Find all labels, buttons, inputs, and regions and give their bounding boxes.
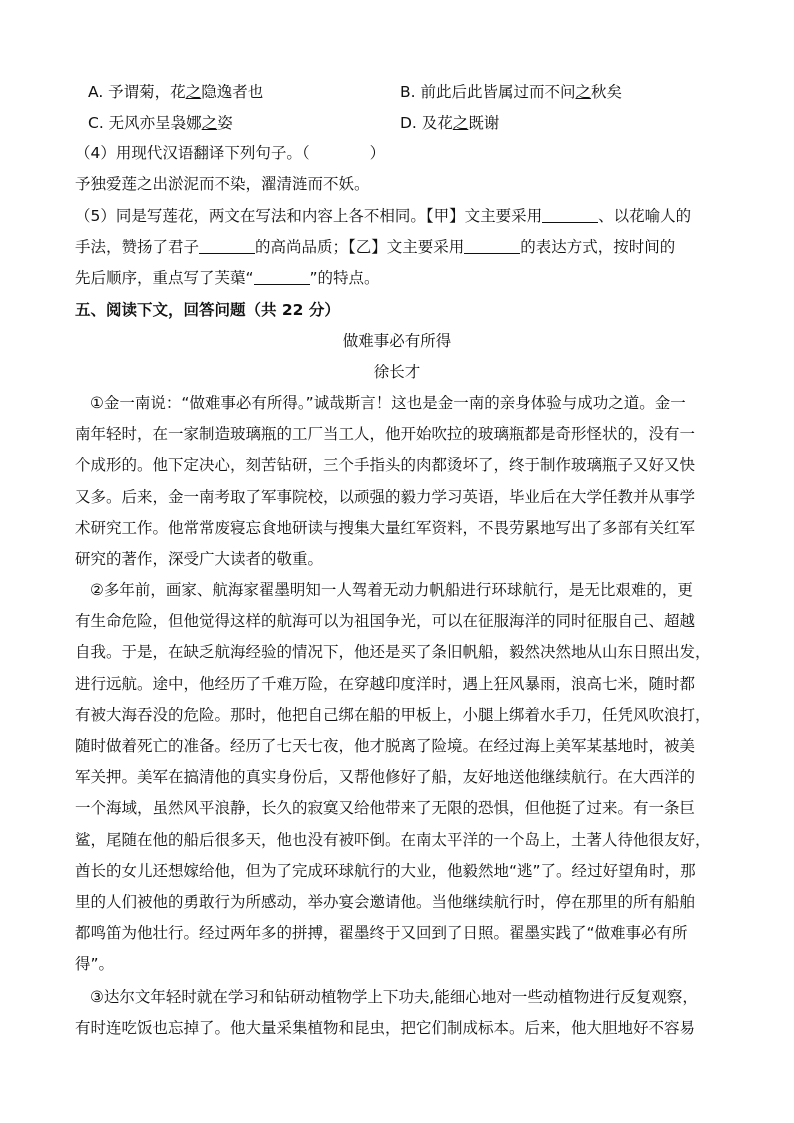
passage-line: ②多年前，画家、航海家翟墨明知一人驾着无动力帆船进行环球航行，是无比艰难的，更	[90, 581, 693, 599]
question-4-label: （4）用现代汉语翻译下列句子。（	[75, 144, 310, 162]
passage-title: 做难事必有所得	[342, 332, 452, 350]
passage-line: 得”。	[75, 955, 115, 974]
passage-line: 术研究工作。他常常废寝忘食地研读与搜集大量红军资料，不畏劳累地写出了多部有关红军	[75, 518, 696, 537]
option-b-text-end: 秋矣	[591, 83, 623, 101]
option-c-text-end: 姿	[217, 114, 233, 132]
option-d-text: D. 及花	[400, 114, 453, 132]
answer-blank[interactable]	[542, 206, 598, 223]
passage-line: 里的人们被他的勇敢行为所感动，举办宴会邀请他。当他继续航行时，停在那里的所有船舶	[75, 893, 696, 911]
passage-line: 酋长的女儿还想嫁给他，但为了完成环球航行的大业，他毅然地“逃”了。经过好望角时，那	[75, 861, 696, 880]
question-5-line-3	[75, 268, 380, 288]
question-5-text: 先后顺序，重点写了芙蕖“	[75, 269, 254, 287]
answer-blank[interactable]	[464, 237, 520, 254]
option-a	[88, 82, 263, 102]
option-c-underlined: 之	[201, 114, 218, 132]
question-4	[75, 143, 385, 163]
question-5-line-2	[75, 237, 675, 257]
passage-line: 个成形的。他下定决心，刻苦钻研，三个手指头的肉都烫坏了，终于制作玻璃瓶子又好又快	[75, 456, 696, 475]
question-5-text: 的高尚品质；【乙】文主要采用	[255, 238, 465, 256]
passage-line: ③达尔文年轻时就在学习和钻研动植物学上下功夫,能细心地对一些动植物进行反复观察，	[90, 988, 698, 1006]
passage-line: 研究的著作，深受广大读者的敬重。	[75, 550, 324, 568]
question-5-text: （5）同是写莲花，两文在写法和内容上各不相同。【甲】文主要采用	[75, 207, 543, 225]
section-heading: 五、阅读下文，回答问题（共 22 分）	[75, 301, 340, 319]
passage-author: 徐长才	[373, 363, 421, 381]
passage-line: 南年轻时，在一家制造玻璃瓶的工厂当工人，他开始吹拉的玻璃瓶都是奇形怪状的，没有一	[75, 425, 696, 444]
question-5-text: 、以花喻人的	[598, 207, 692, 225]
question-4-paren-close: ）	[369, 144, 386, 162]
answer-blank[interactable]	[254, 268, 310, 285]
passage-line: 又多。后来，金一南考取了军事院校，以顽强的毅力学习英语，毕业后在大学任教并从事学	[75, 487, 696, 506]
passage-line: 有被大海吞没的危险。那时，他把自己绑在船的甲板上，小腿上绑着水手刀，任凭风吹浪打，	[75, 705, 711, 724]
passage-line: 军关押。美军在搞清他的真实身份后，又帮他修好了船，友好地送他继续航行。在大西洋的	[75, 768, 696, 787]
passage-line: ①金一南说：“做难事必有所得。”诚哉斯言！这也是金一南的亲身体验与成功之道。金一	[90, 394, 686, 412]
passage-line: 鲨，尾随在他的船后很多天，他也没有被吓倒。在南太平洋的一个岛上，土著人待他很友好，	[75, 830, 711, 849]
option-b-text: B. 前此后此皆属过而不问	[400, 83, 576, 101]
passage-line: 进行远航。途中，他经历了千难万险，在穿越印度洋时，遇上狂风暴雨，浪高七米，随时都	[75, 674, 696, 693]
question-5-line-1	[75, 206, 691, 226]
answer-blank[interactable]	[199, 237, 255, 254]
passage-line: 自我。于是，在缺乏航海经验的情况下，他还是买了条旧帆船，毅然决然地从山东日照出发，	[75, 643, 711, 662]
passage-line: 有时连吃饭也忘掉了。他大量采集植物和昆虫，把它们制成标本。后来，他大胆地好不容易	[75, 1019, 696, 1038]
option-d	[400, 113, 499, 133]
question-5-text: 手法，赞扬了君子	[75, 238, 200, 256]
option-a-text-end: 隐逸者也	[201, 83, 264, 101]
question-4-sentence: 予独爱莲之出淤泥而不染，濯清涟而不妖。	[75, 175, 370, 193]
option-c	[88, 113, 233, 133]
option-c-text: C. 无风亦呈袅娜	[88, 114, 202, 132]
question-5-text: ”的特点。	[309, 269, 380, 287]
option-a-text: A. 予谓菊，花	[88, 83, 186, 101]
option-d-text-end: 既谢	[468, 114, 500, 132]
passage-line: 都鸣笛为他壮行。经过两年多的拼搏，翟墨终于又回到了日照。翟墨实践了“做难事必有所	[75, 924, 688, 943]
option-b-underlined: 之	[575, 83, 592, 101]
option-d-underlined: 之	[452, 114, 469, 132]
passage-line: 一个海域，虽然风平浪静，长久的寂寞又给他带来了无限的恐惧，但他挺了过来。有一条巨	[75, 799, 696, 818]
question-5-text: 的表达方式，按时间的	[520, 238, 676, 256]
passage-line: 有生命危险，但他觉得这样的航海可以为祖国争光，可以在征服海洋的同时征服自己、超越	[75, 612, 696, 631]
option-b	[400, 82, 622, 102]
passage-line: 随时做着死亡的准备。经历了七天七夜，他才脱离了险境。在经过海上美军某基地时，被美	[75, 737, 696, 755]
option-a-underlined: 之	[185, 83, 202, 101]
